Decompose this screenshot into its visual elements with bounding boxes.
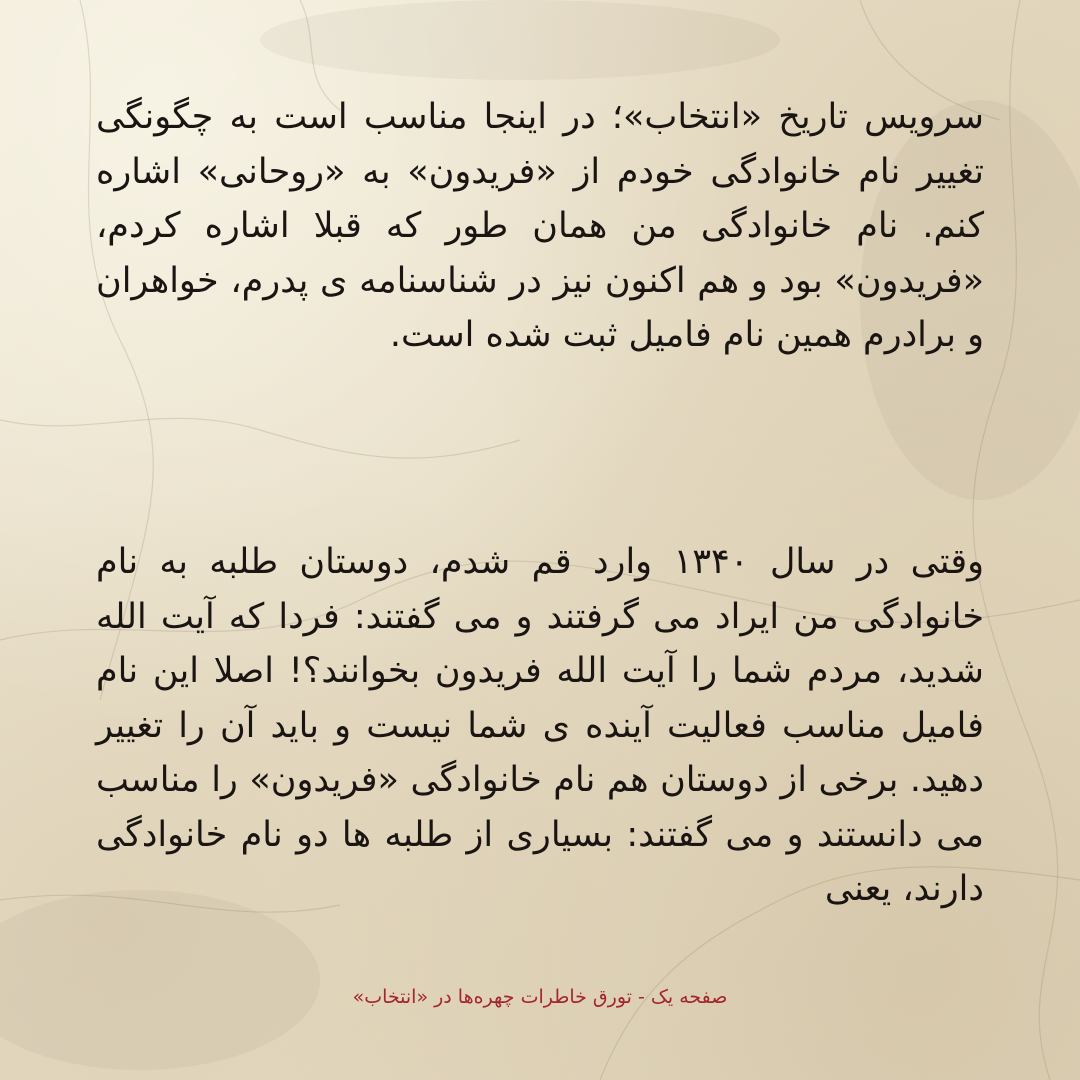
footer-caption: صفحه یک - تورق خاطرات چهره‌ها در «انتخاب»	[352, 986, 728, 1008]
paragraph-2: وقتی در سال ۱۳۴۰ وارد قم شدم، دوستان طلبه به نام خانوادگی من ایراد می گرفتند و می گفتند: فردا که آیت الله شدید، مردم شما را آیت الله فریدون بخوانند؟! اصلا این نام فامیل مناسب فعالیت آینده ی شما نیست و باید آن را تغییر دهید. برخی از دوستان هم نام خانوادگی «فریدون» را مناسب می دانستند و می گفتند: بسیاری از طلبه ها دو نام خانوادگی دارند، یعنی	[96, 542, 984, 909]
paper-crease	[0, 418, 520, 458]
paragraph-1: سرویس تاریخ «انتخاب»؛ در اینجا مناسب است به چگونگی تغییر نام خانوادگی خودم از «فریدون» به «روحانی» اشاره کنم. نام خانوادگی من همان طور که قبلا اشاره کردم، «فریدون» بود و هم اکنون نیز در شناسنامه ی پدرم، خواهران و برادرم همین نام فامیل ثبت شده است.	[96, 97, 984, 355]
